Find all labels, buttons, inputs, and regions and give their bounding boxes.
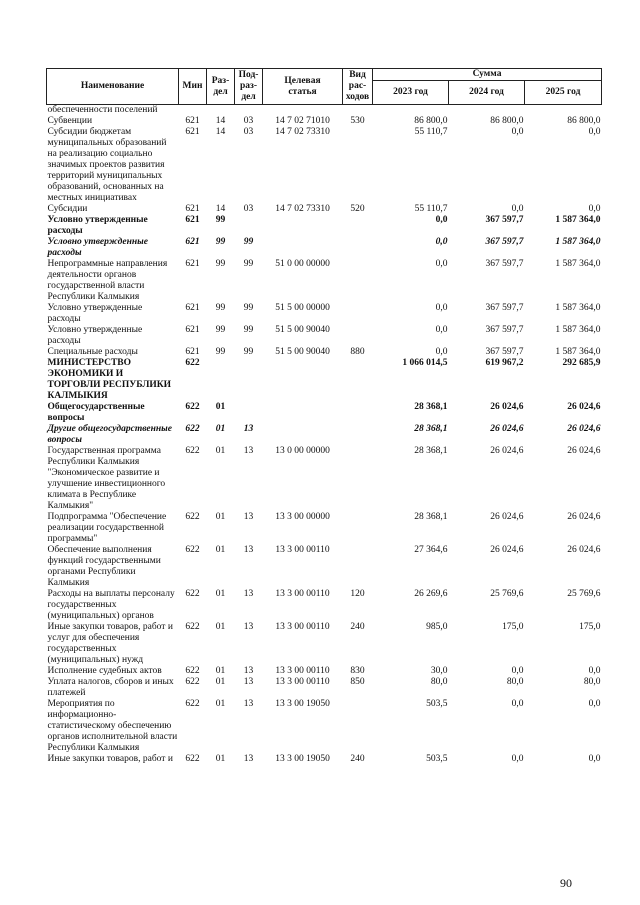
cell-y2023: 0,0	[435, 325, 448, 335]
cell-y2023: 55 110,7	[414, 127, 448, 137]
cell-y2023: 55 110,7	[414, 204, 448, 214]
cell-y2024: 175,0	[502, 622, 524, 632]
cell-podrazdel: 13	[243, 754, 254, 764]
table-row	[47, 622, 602, 666]
cell-razdel: 99	[215, 237, 226, 247]
cell-vid: 530	[350, 116, 365, 126]
header-name: Наименование	[47, 69, 179, 105]
table-row	[47, 347, 602, 358]
cell-target: 13 3 00 00110	[275, 666, 330, 676]
cell-y2023: 26 269,6	[414, 589, 448, 599]
cell-podrazdel: 13	[243, 589, 254, 599]
cell-vid	[343, 446, 373, 512]
table-row	[47, 116, 602, 127]
cell-y2024: 26 024,6	[490, 512, 524, 522]
cell-podrazdel: 13	[243, 666, 254, 676]
cell-y2024: 26 024,6	[490, 446, 524, 456]
cell-min: 621	[185, 127, 200, 137]
header-sum: Сумма	[373, 69, 602, 81]
table-row	[47, 303, 602, 325]
cell-target	[263, 215, 343, 237]
cell-target: 13 3 00 00110	[275, 677, 330, 687]
cell-y2024: 0,0	[511, 127, 524, 137]
cell-podrazdel: 03	[243, 127, 254, 137]
cell-razdel: 99	[215, 347, 226, 357]
cell-y2024: 26 024,6	[490, 424, 524, 434]
cell-razdel: 01	[215, 446, 226, 456]
cell-target	[263, 105, 343, 117]
header-min: Мин	[179, 69, 207, 105]
table-row	[47, 754, 602, 765]
cell-name: Условно утвержденные расходы	[47, 303, 143, 324]
budget-table	[46, 68, 602, 765]
cell-vid	[343, 512, 373, 545]
cell-vid	[343, 215, 373, 237]
table-row	[47, 127, 602, 204]
cell-vid: 120	[350, 589, 365, 599]
cell-y2023: 0,0	[435, 259, 448, 269]
cell-target: 13 3 00 19050	[275, 699, 330, 709]
cell-y2024: 367 597,7	[485, 325, 524, 335]
cell-name: Специальные расходы	[47, 347, 138, 357]
cell-y2024	[449, 105, 525, 117]
table-row	[47, 446, 602, 512]
cell-razdel: 01	[215, 402, 226, 412]
page-number: 90	[560, 876, 572, 890]
cell-vid	[343, 127, 373, 204]
cell-y2025: 175,0	[579, 622, 601, 632]
cell-y2025: 86 800,0	[567, 116, 601, 126]
cell-podrazdel: 03	[243, 204, 254, 214]
cell-target: 13 3 00 19050	[275, 754, 330, 764]
cell-podrazdel: 13	[243, 677, 254, 687]
cell-min: 621	[185, 325, 200, 335]
cell-podrazdel: 99	[243, 347, 254, 357]
cell-name: Уплата налогов, сборов и иных платежей	[47, 677, 174, 698]
cell-min: 622	[185, 402, 200, 412]
cell-y2024: 367 597,7	[485, 347, 524, 357]
cell-razdel: 14	[215, 127, 226, 137]
cell-min: 622	[185, 666, 200, 676]
cell-min: 621	[185, 259, 200, 269]
cell-vid	[343, 402, 373, 424]
cell-vid	[343, 259, 373, 303]
cell-min: 621	[185, 204, 200, 214]
table-row	[47, 545, 602, 589]
table-row	[47, 204, 602, 215]
cell-y2023: 28 368,1	[414, 446, 448, 456]
cell-name: Условно утвержденные расходы	[47, 237, 148, 258]
cell-name: Субсидии	[47, 204, 88, 214]
cell-name: Обеспечение выполнения функций государственными органами Республики Калмыкия	[47, 545, 161, 588]
cell-vid	[343, 424, 373, 446]
cell-y2025: 0,0	[588, 127, 601, 137]
cell-vid: 240	[350, 622, 365, 632]
cell-y2025: 1 587 364,0	[555, 325, 601, 335]
cell-y2023: 80,0	[430, 677, 448, 687]
cell-y2023: 1 066 014,5	[402, 358, 448, 368]
cell-min: 622	[185, 699, 200, 709]
cell-vid	[343, 303, 373, 325]
cell-min: 622	[185, 545, 200, 555]
cell-target: 51 5 00 90040	[275, 325, 330, 335]
cell-y2024: 0,0	[511, 754, 524, 764]
cell-min: 622	[185, 622, 200, 632]
cell-min: 622	[185, 512, 200, 522]
cell-y2025: 1 587 364,0	[555, 215, 601, 225]
cell-target: 13 3 00 00110	[275, 622, 330, 632]
cell-razdel	[207, 105, 235, 117]
cell-target: 51 5 00 00000	[275, 303, 330, 313]
cell-min: 622	[185, 424, 200, 434]
cell-vid: 850	[350, 677, 365, 687]
cell-vid: 520	[350, 204, 365, 214]
cell-name: Иные закупки товаров, работ и	[47, 754, 173, 764]
header-2024: 2024 год	[449, 81, 525, 105]
table-row	[47, 677, 602, 699]
cell-y2025: 292 685,9	[562, 358, 601, 368]
cell-razdel: 01	[215, 424, 226, 434]
cell-y2025: 25 769,6	[567, 589, 601, 599]
cell-name: Исполнение судебных актов	[47, 666, 162, 676]
cell-target: 51 0 00 00000	[275, 259, 330, 269]
cell-podrazdel: 13	[243, 424, 254, 434]
cell-podrazdel: 99	[243, 237, 254, 247]
table-row	[47, 259, 602, 303]
cell-razdel: 99	[215, 259, 226, 269]
cell-name: МИНИСТЕРСТВО ЭКОНОМИКИ И ТОРГОВЛИ РЕСПУБЛИКИ КАЛМЫКИЯ	[47, 358, 172, 401]
cell-podrazdel: 99	[243, 325, 254, 335]
cell-name: обеспеченности поселений	[47, 105, 158, 115]
table-row	[47, 237, 602, 259]
cell-y2025: 26 024,6	[567, 512, 601, 522]
table-row	[47, 424, 602, 446]
header-podrazdel: Под- раз- дел	[235, 69, 263, 105]
cell-name: Мероприятия по информационно-статистическому обеспечению органов исполнительной власти Республики Калмыкия	[47, 699, 178, 753]
cell-name: Другие общегосударственные вопросы	[47, 424, 172, 445]
cell-podrazdel: 03	[243, 116, 254, 126]
table-body	[47, 105, 602, 766]
cell-min: 622	[185, 754, 200, 764]
table-row	[47, 666, 602, 677]
cell-name: Расходы на выплаты персоналу государственных (муниципальных) органов	[47, 589, 175, 621]
cell-vid	[343, 237, 373, 259]
cell-y2025: 26 024,6	[567, 545, 601, 555]
cell-podrazdel	[235, 358, 263, 402]
cell-razdel: 01	[215, 545, 226, 555]
table-row	[47, 512, 602, 545]
cell-y2023: 86 800,0	[414, 116, 448, 126]
cell-y2025: 0,0	[588, 754, 601, 764]
cell-y2023: 27 364,6	[414, 545, 448, 555]
cell-min	[179, 105, 207, 117]
cell-name: Иные закупки товаров, работ и услуг для обеспечения государственных (муниципальных) нужд	[47, 622, 173, 665]
cell-razdel	[207, 358, 235, 402]
cell-y2025: 0,0	[588, 699, 601, 709]
cell-min: 622	[185, 358, 200, 368]
cell-y2025: 26 024,6	[567, 402, 601, 412]
cell-name: Субвенции	[47, 116, 93, 126]
header-razdel: Раз- дел	[207, 69, 235, 105]
cell-podrazdel: 99	[243, 259, 254, 269]
cell-y2025	[525, 105, 602, 117]
table-row	[47, 358, 602, 402]
cell-vid	[343, 105, 373, 117]
cell-y2023: 28 368,1	[414, 512, 448, 522]
cell-target: 14 7 02 73310	[275, 127, 330, 137]
cell-name: Государственная программа Республики Калмыкия "Экономическое развитие и улучшение инвестиционного климата в Республике Калмыкия"	[47, 446, 166, 511]
cell-vid	[343, 325, 373, 347]
cell-podrazdel: 99	[243, 303, 254, 313]
cell-target: 14 7 02 73310	[275, 204, 330, 214]
cell-name: Условно утвержденные расходы	[47, 215, 148, 236]
cell-name: Непрограммные направления деятельности органов государственной власти Республики Калмыкия	[47, 259, 168, 302]
cell-name: Субсидии бюджетам муниципальных образований на реализацию социально значимых проектов развития территорий муниципальных образований, основанных на местных инициативах	[47, 127, 167, 203]
cell-y2025: 0,0	[588, 204, 601, 214]
cell-razdel: 01	[215, 622, 226, 632]
cell-razdel: 01	[215, 699, 226, 709]
cell-y2024: 86 800,0	[490, 116, 524, 126]
cell-razdel: 01	[215, 754, 226, 764]
table-header	[47, 69, 602, 105]
cell-target	[263, 402, 343, 424]
cell-podrazdel: 13	[243, 446, 254, 456]
cell-y2024: 25 769,6	[490, 589, 524, 599]
cell-y2025: 26 024,6	[567, 424, 601, 434]
cell-y2023	[373, 105, 449, 117]
cell-target: 13 3 00 00000	[275, 512, 330, 522]
cell-podrazdel: 13	[243, 622, 254, 632]
cell-razdel: 01	[215, 666, 226, 676]
cell-vid: 880	[350, 347, 365, 357]
cell-target: 51 5 00 90040	[275, 347, 330, 357]
cell-y2024: 0,0	[511, 699, 524, 709]
cell-target: 14 7 02 71010	[275, 116, 330, 126]
table-row	[47, 402, 602, 424]
cell-podrazdel	[235, 215, 263, 237]
cell-y2025: 1 587 364,0	[555, 347, 601, 357]
cell-min: 622	[185, 446, 200, 456]
header-2023: 2023 год	[373, 81, 449, 105]
cell-podrazdel	[235, 402, 263, 424]
cell-podrazdel: 13	[243, 699, 254, 709]
header-target: Целевая статья	[263, 69, 343, 105]
cell-y2025: 1 587 364,0	[555, 259, 601, 269]
cell-y2024: 26 024,6	[490, 545, 524, 555]
table-row	[47, 699, 602, 754]
cell-podrazdel: 13	[243, 512, 254, 522]
cell-y2025: 80,0	[583, 677, 601, 687]
cell-y2024: 367 597,7	[485, 215, 524, 225]
cell-y2024: 367 597,7	[485, 303, 524, 313]
cell-razdel: 01	[215, 677, 226, 687]
cell-y2023: 0,0	[435, 347, 448, 357]
cell-y2023: 0,0	[435, 215, 448, 225]
table-row	[47, 325, 602, 347]
cell-target	[263, 358, 343, 402]
cell-y2024: 0,0	[511, 666, 524, 676]
cell-y2025: 1 587 364,0	[555, 303, 601, 313]
cell-min: 622	[185, 589, 200, 599]
cell-min: 621	[185, 237, 200, 247]
cell-y2023: 503,5	[426, 699, 448, 709]
cell-target	[263, 424, 343, 446]
cell-y2024: 367 597,7	[485, 259, 524, 269]
cell-razdel: 99	[215, 215, 226, 225]
cell-y2024: 0,0	[511, 204, 524, 214]
cell-y2024: 80,0	[506, 677, 524, 687]
cell-razdel: 14	[215, 116, 226, 126]
cell-y2023: 503,5	[426, 754, 448, 764]
cell-name: Условно утвержденные расходы	[47, 325, 143, 346]
header-2025: 2025 год	[525, 81, 602, 105]
cell-razdel: 99	[215, 325, 226, 335]
cell-vid: 240	[350, 754, 365, 764]
cell-min: 621	[185, 347, 200, 357]
cell-vid: 830	[350, 666, 365, 676]
table-row	[47, 589, 602, 622]
cell-y2024: 26 024,6	[490, 402, 524, 412]
cell-vid	[343, 545, 373, 589]
cell-y2025: 26 024,6	[567, 446, 601, 456]
cell-target: 13 3 00 00110	[275, 589, 330, 599]
cell-podrazdel: 13	[243, 545, 254, 555]
cell-razdel: 14	[215, 204, 226, 214]
cell-vid	[343, 699, 373, 754]
cell-vid	[343, 358, 373, 402]
cell-target: 13 0 00 00000	[275, 446, 330, 456]
cell-podrazdel	[235, 105, 263, 117]
cell-y2023: 0,0	[435, 237, 448, 247]
table-row	[47, 105, 602, 117]
cell-y2023: 28 368,1	[414, 424, 448, 434]
cell-min: 622	[185, 677, 200, 687]
cell-y2025: 0,0	[588, 666, 601, 676]
cell-name: Подпрограмма "Обеспечение реализации государственной программы"	[47, 512, 167, 544]
cell-min: 621	[185, 303, 200, 313]
cell-y2023: 30,0	[430, 666, 448, 676]
cell-y2023: 0,0	[435, 303, 448, 313]
header-vid: Вид рас- ходов	[343, 69, 373, 105]
cell-razdel: 99	[215, 303, 226, 313]
cell-name: Общегосударственные вопросы	[47, 402, 145, 423]
cell-min: 621	[185, 215, 200, 225]
cell-target: 13 3 00 00110	[275, 545, 330, 555]
table-row	[47, 215, 602, 237]
cell-razdel: 01	[215, 589, 226, 599]
cell-razdel: 01	[215, 512, 226, 522]
cell-y2024: 619 967,2	[485, 358, 524, 368]
cell-y2025: 1 587 364,0	[555, 237, 601, 247]
cell-y2023: 28 368,1	[414, 402, 448, 412]
cell-target	[263, 237, 343, 259]
cell-min: 621	[185, 116, 200, 126]
cell-y2023: 985,0	[426, 622, 448, 632]
cell-y2024: 367 597,7	[485, 237, 524, 247]
